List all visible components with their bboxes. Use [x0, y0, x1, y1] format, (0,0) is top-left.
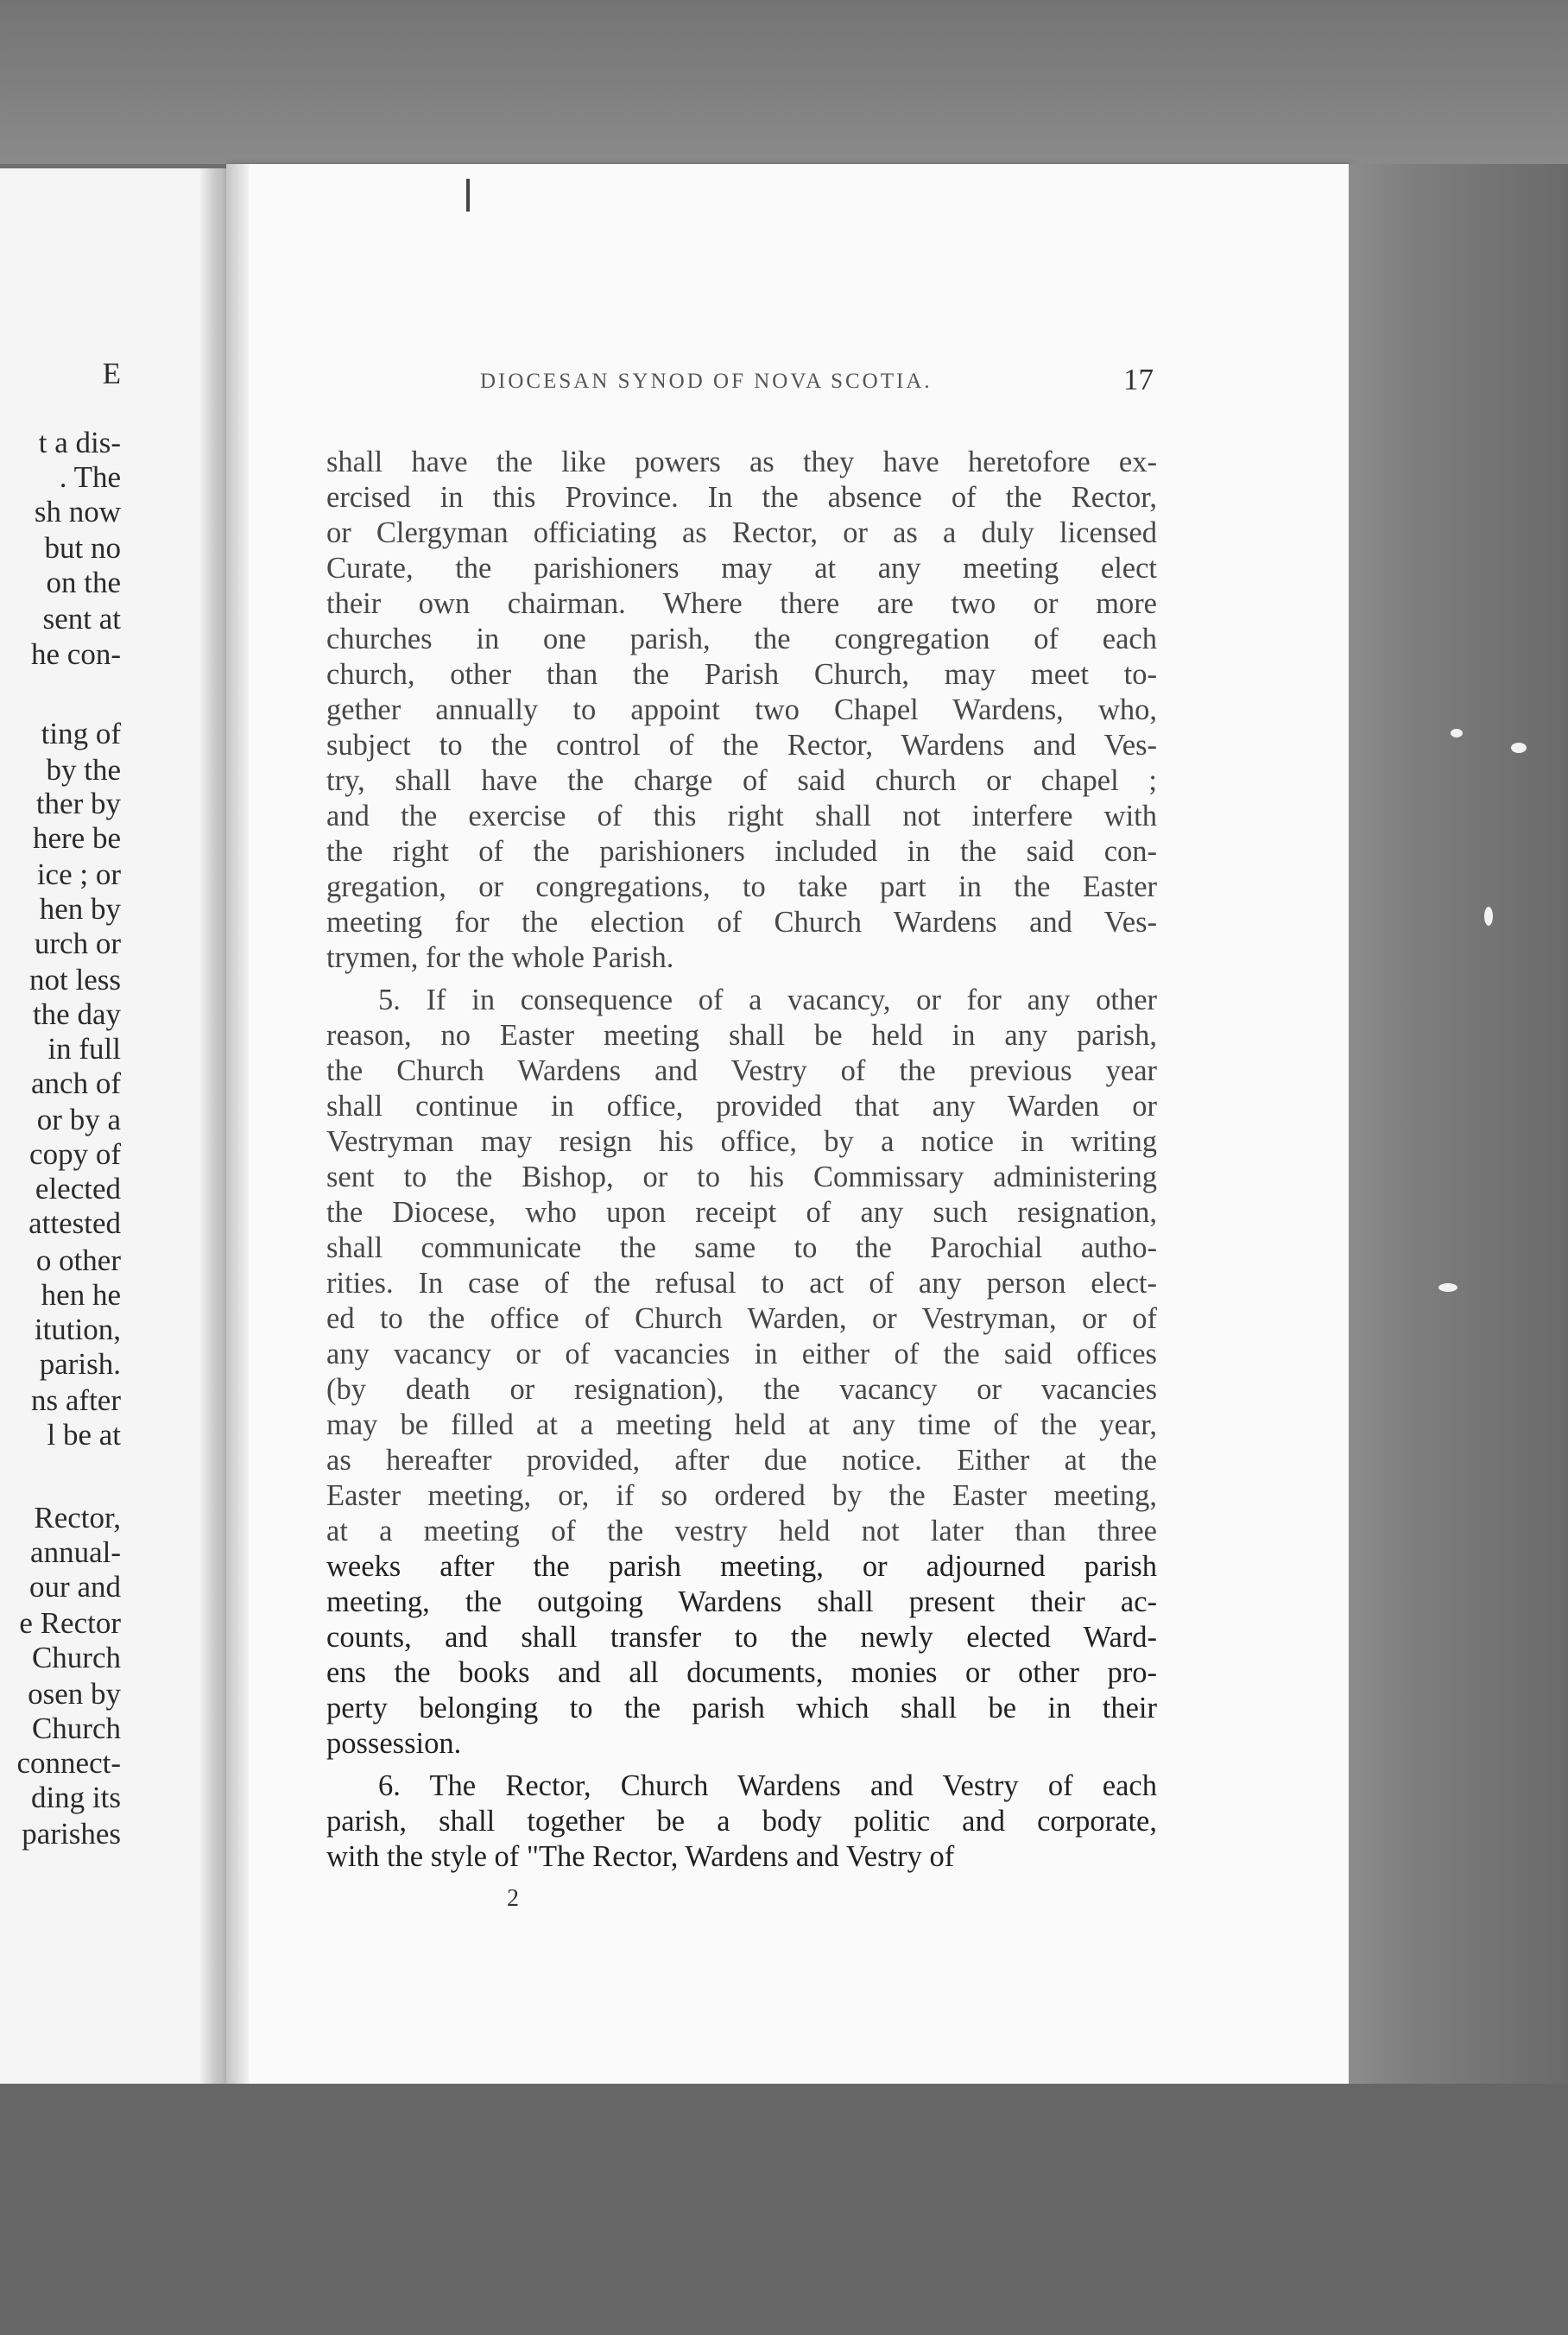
left-page-text-fragment: urch or — [34, 927, 121, 960]
text-line: counts, and shall transfer to the newly elected Ward- — [326, 1621, 1157, 1654]
text-line: rities. In case of the refusal to act of any person elect- — [326, 1267, 1157, 1300]
left-page-gutter — [200, 168, 226, 2084]
scan-background-right — [1349, 164, 1568, 2084]
left-page-text-fragment: not less — [29, 963, 121, 997]
text-line: weeks after the parish meeting, or adjourned parish — [326, 1550, 1157, 1583]
text-line: or Clergyman officiating as Rector, or as a duly licensed — [326, 516, 1157, 549]
left-page-text-fragment: parish. — [39, 1347, 121, 1381]
dust-speck — [1511, 743, 1527, 753]
left-page-text-fragment: ding its — [30, 1781, 121, 1814]
text-line: subject to the control of the Rector, Wardens and Ves- — [326, 729, 1157, 762]
left-page-text-fragment: o other — [35, 1243, 121, 1277]
main-page-binding-shadow — [226, 164, 249, 2084]
left-page-text-fragment: itution, — [34, 1313, 121, 1346]
left-page-text-fragment: or by a — [36, 1103, 121, 1136]
body-text — [326, 445, 1157, 1875]
left-page-text-fragment: elected — [35, 1172, 121, 1205]
left-page-text-fragment: hen by — [39, 892, 121, 926]
left-page-text-fragment: ns after — [31, 1383, 121, 1417]
text-line: possession. — [326, 1727, 462, 1760]
text-line: 5. If in consequence of a vacancy, or for any other — [378, 984, 1157, 1016]
left-page-text-fragment: by the — [46, 753, 121, 787]
scan-background-top — [0, 0, 1568, 164]
left-page-text-fragment: ting of — [41, 717, 121, 750]
left-page-text-fragment: ther by — [35, 787, 121, 820]
left-page-text-fragment: sent at — [42, 602, 121, 636]
text-line: meeting for the election of Church Wardens and Ves- — [326, 906, 1157, 939]
text-line: Easter meeting, or, if so ordered by the Easter meeting, — [326, 1479, 1157, 1512]
left-page-text-fragment: e Rector — [19, 1606, 121, 1640]
left-page-text-fragment: copy of — [29, 1137, 121, 1171]
left-page-text-fragment: parishes — [22, 1817, 121, 1851]
page-edge-mark — [466, 179, 470, 212]
left-page-text-fragment: anch of — [31, 1066, 121, 1100]
text-line: gether annually to appoint two Chapel Wardens, who, — [326, 693, 1157, 726]
left-page-text-fragment: hen he — [41, 1278, 121, 1312]
scan-background-bottom — [0, 2084, 1568, 2335]
dust-speck — [1451, 729, 1463, 737]
left-page-text-fragment: annual- — [30, 1535, 121, 1569]
text-line: perty belonging to the parish which shall be in their — [326, 1692, 1157, 1724]
running-head: DIOCESAN SYNOD OF NOVA SCOTIA. — [480, 370, 933, 393]
left-page-text-fragment: osen by — [28, 1677, 121, 1711]
text-line: Curate, the parishioners may at any meeting elect — [326, 552, 1157, 585]
left-page-text-fragment: l be at — [47, 1418, 121, 1452]
left-page-text-fragment: in full — [47, 1032, 121, 1066]
signature-mark: 2 — [507, 1885, 519, 1912]
left-page-text-fragment: he con- — [31, 637, 121, 671]
text-line: any vacancy or of vacancies in either of the said offices — [326, 1338, 1157, 1370]
text-line: sent to the Bishop, or to his Commissary administering — [326, 1161, 1157, 1193]
text-line: parish, shall together be a body politic and corporate, — [326, 1805, 1157, 1838]
text-line: shall have the like powers as they have heretofore ex- — [326, 446, 1157, 478]
text-line: the right of the parishioners included in the said con- — [326, 835, 1157, 868]
text-line: reason, no Easter meeting shall be held in any parish, — [326, 1019, 1157, 1052]
left-page-text-fragment: here be — [32, 821, 121, 855]
text-line: shall continue in office, provided that any Warden or — [326, 1090, 1157, 1123]
text-line: as hereafter provided, after due notice. Either at the — [326, 1444, 1157, 1477]
dust-speck — [1438, 1283, 1457, 1292]
text-line: the Diocese, who upon receipt of any such resignation, — [326, 1196, 1157, 1229]
left-page-text-fragment: sh now — [34, 495, 121, 528]
text-line: try, shall have the charge of said church or chapel ; — [326, 764, 1157, 797]
text-line: with the style of "The Rector, Wardens and Vestry of — [326, 1840, 955, 1873]
text-line: the Church Wardens and Vestry of the previous year — [326, 1054, 1157, 1087]
text-line: gregation, or congregations, to take part in the Easter — [326, 870, 1157, 903]
text-line: their own chairman. Where there are two or more — [326, 587, 1157, 620]
left-page — [0, 168, 226, 2084]
left-page-text-fragment: our and — [29, 1570, 121, 1604]
text-line: may be filled at a meeting held at any time of the year, — [326, 1408, 1157, 1441]
left-page-text-fragment: Church — [31, 1641, 121, 1674]
text-line: ens the books and all documents, monies or other pro- — [326, 1656, 1157, 1689]
text-line: and the exercise of this right shall not interfere with — [326, 800, 1157, 832]
text-line: shall communicate the same to the Parochial autho- — [326, 1231, 1157, 1264]
left-page-text-fragment: ice ; or — [36, 857, 121, 891]
left-page-text-fragment: but no — [44, 531, 121, 565]
text-line: 6. The Rector, Church Wardens and Vestry of each — [378, 1769, 1157, 1802]
text-line: ercised in this Province. In the absence of the Rector, — [326, 481, 1157, 514]
left-page-text-fragment: connect- — [16, 1746, 121, 1780]
text-line: trymen, for the whole Parish. — [326, 941, 674, 974]
left-page-text-fragment: attested — [28, 1206, 121, 1240]
left-page-text-fragment: on the — [46, 566, 121, 599]
left-page-text-fragment: t a dis- — [38, 426, 121, 459]
text-line: at a meeting of the vestry held not later than three — [326, 1515, 1157, 1547]
left-page-text-fragment: . The — [59, 460, 121, 494]
left-page-text-fragment: the day — [32, 997, 121, 1031]
left-page-text-fragment: Church — [31, 1712, 121, 1745]
page-number: 17 — [1123, 363, 1154, 396]
text-line: (by death or resignation), the vacancy or vacancies — [326, 1373, 1157, 1406]
left-page-text-fragment: E — [102, 357, 121, 390]
text-line: churches in one parish, the congregation of each — [326, 623, 1157, 655]
text-line: meeting, the outgoing Wardens shall present their ac- — [326, 1585, 1157, 1618]
text-line: ed to the office of Church Warden, or Vestryman, or of — [326, 1302, 1157, 1335]
text-line: church, other than the Parish Church, may meet to- — [326, 658, 1157, 691]
dust-speck — [1484, 907, 1493, 926]
text-line: Vestryman may resign his office, by a notice in writing — [326, 1125, 1157, 1158]
left-page-text-fragment: Rector, — [34, 1501, 121, 1535]
